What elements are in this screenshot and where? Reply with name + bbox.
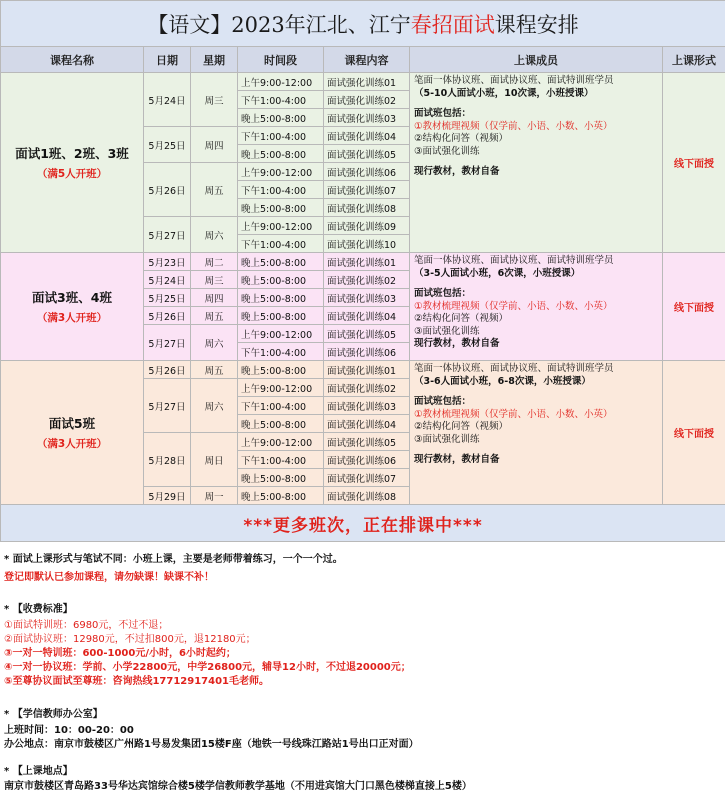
weekday-cell: 周四 bbox=[191, 289, 238, 307]
weekday-cell: 周四 bbox=[191, 127, 238, 163]
course-content-cell: 面试强化训练07 bbox=[324, 181, 410, 199]
members-cell bbox=[410, 361, 663, 505]
weekday-cell: 周二 bbox=[191, 253, 238, 271]
time-slot-cell: 晚上5:00-8:00 bbox=[238, 307, 324, 325]
includes-item-2: ②结构化问答（视频） bbox=[414, 313, 509, 324]
time-slot-cell: 下午1:00-4:00 bbox=[238, 181, 324, 199]
venue-address: 南京市鼓楼区青岛路33号华达宾馆综合楼5楼学信教师教学基地（不用进宾馆大门口黑色楼梯直接上5楼） bbox=[4, 781, 472, 792]
weekday-cell: 周三 bbox=[191, 73, 238, 127]
fee-item-1: ①面试特训班：6980元，不过不退； bbox=[4, 620, 169, 631]
time-slot-cell: 晚上5:00-8:00 bbox=[238, 469, 324, 487]
page-title bbox=[1, 1, 725, 47]
time-slot-cell: 晚上5:00-8:00 bbox=[238, 271, 324, 289]
course-content-cell: 面试强化训练05 bbox=[324, 325, 410, 343]
title-highlight: 春招面试 bbox=[410, 12, 495, 37]
course-content-cell: 面试强化训练02 bbox=[324, 271, 410, 289]
includes-item-3: ③面试强化训练 bbox=[414, 433, 480, 445]
members-cell bbox=[410, 253, 663, 361]
class-name-cell bbox=[1, 361, 144, 505]
course-content-cell: 面试强化训练01 bbox=[324, 253, 410, 271]
time-slot-cell: 上午9:00-12:00 bbox=[238, 379, 324, 397]
spacer bbox=[414, 100, 658, 108]
office-section-title: * 【学信教师办公室】 bbox=[4, 709, 103, 720]
more-classes-row bbox=[1, 505, 725, 542]
spacer bbox=[414, 280, 658, 288]
includes-label: 面试班包括： bbox=[414, 108, 472, 119]
class-name: 面试5班 bbox=[48, 416, 96, 431]
col-header-time: 时间段 bbox=[238, 47, 324, 73]
schedule-row bbox=[1, 73, 725, 91]
fee-item-5: ⑤至尊协议面试至尊班：咨询热线17712917401毛老师。 bbox=[4, 676, 270, 687]
includes-item-1: ①教材梳理视频（仅学前、小语、小数、小英） bbox=[414, 120, 613, 132]
col-header-course: 课程名称 bbox=[1, 47, 144, 73]
time-slot-cell: 晚上5:00-8:00 bbox=[238, 289, 324, 307]
fee-section-title: * 【收费标准】 bbox=[4, 604, 73, 615]
textbook-note: 现行教材，教材自备 bbox=[414, 338, 500, 349]
fee-item-4: ④一对一协议班：学前、小学22800元，中学26800元，辅导12小时，不过退20000元； bbox=[4, 662, 411, 673]
course-content-cell: 面试强化训练07 bbox=[324, 469, 410, 487]
class-name-cell bbox=[1, 253, 144, 361]
time-slot-cell: 晚上5:00-8:00 bbox=[238, 145, 324, 163]
col-header-weekday: 星期 bbox=[191, 47, 238, 73]
includes-label: 面试班包括： bbox=[414, 396, 472, 407]
textbook-note: 现行教材，教材自备 bbox=[414, 166, 500, 177]
fee-item-2: ②面试协议班：12980元，不过扣800元，退12180元； bbox=[4, 634, 256, 645]
members-line-2: （3-6人面试小班，6-8次课，小班授课） bbox=[414, 375, 591, 387]
members-line-2: （5-10人面试小班，10次课，小班授课） bbox=[414, 87, 594, 99]
office-address: 办公地点：南京市鼓楼区广州路1号易发集团15楼F座（地铁一号线珠江路站1号出口正对面） bbox=[4, 739, 419, 750]
date-cell: 5月27日 bbox=[144, 379, 191, 433]
time-slot-cell: 晚上5:00-8:00 bbox=[238, 487, 324, 505]
course-content-cell: 面试强化训练05 bbox=[324, 433, 410, 451]
date-cell: 5月26日 bbox=[144, 361, 191, 379]
course-content-cell: 面试强化训练03 bbox=[324, 109, 410, 127]
weekday-cell: 周六 bbox=[191, 325, 238, 361]
includes-item-3: ③面试强化训练 bbox=[414, 325, 480, 337]
course-content-cell: 面试强化训练08 bbox=[324, 199, 410, 217]
class-capacity: （满3人开班） bbox=[36, 438, 108, 450]
date-cell: 5月27日 bbox=[144, 217, 191, 253]
spacer bbox=[414, 158, 658, 166]
time-slot-cell: 下午1:00-4:00 bbox=[238, 235, 324, 253]
includes-item-2: ②结构化问答（视频） bbox=[414, 133, 509, 144]
class-form-cell: 线下面授 bbox=[663, 73, 725, 253]
course-content-cell: 面试强化训练09 bbox=[324, 217, 410, 235]
title-prefix: 【语文】2023年江北、江宁 bbox=[147, 12, 411, 37]
course-content-cell: 面试强化训练02 bbox=[324, 379, 410, 397]
time-slot-cell: 上午9:00-12:00 bbox=[238, 163, 324, 181]
date-cell: 5月26日 bbox=[144, 307, 191, 325]
header-row bbox=[1, 47, 725, 73]
course-content-cell: 面试强化训练04 bbox=[324, 307, 410, 325]
fee-item-3: ③一对一特训班：600-1000元/小时，6小时起约； bbox=[4, 648, 236, 659]
textbook-note: 现行教材，教材自备 bbox=[414, 454, 500, 465]
course-content-cell: 面试强化训练06 bbox=[324, 343, 410, 361]
date-cell: 5月28日 bbox=[144, 433, 191, 487]
time-slot-cell: 上午9:00-12:00 bbox=[238, 325, 324, 343]
date-cell: 5月24日 bbox=[144, 73, 191, 127]
weekday-cell: 周五 bbox=[191, 163, 238, 217]
class-capacity: （满3人开班） bbox=[36, 312, 108, 324]
class-capacity: （满5人开班） bbox=[36, 168, 108, 180]
weekday-cell: 周一 bbox=[191, 487, 238, 505]
time-slot-cell: 上午9:00-12:00 bbox=[238, 217, 324, 235]
weekday-cell: 周日 bbox=[191, 433, 238, 487]
class-form-cell: 线下面授 bbox=[663, 361, 725, 505]
class-form-cell: 线下面授 bbox=[663, 253, 725, 361]
notes-section bbox=[0, 543, 725, 800]
includes-item-3: ③面试强化训练 bbox=[414, 145, 480, 157]
members-line-1: 笔面一体协议班、面试协议班、面试特训班学员 bbox=[414, 363, 614, 374]
date-cell: 5月26日 bbox=[144, 163, 191, 217]
members-cell bbox=[410, 73, 663, 253]
course-content-cell: 面试强化训练06 bbox=[324, 451, 410, 469]
class-name-cell bbox=[1, 73, 144, 253]
col-header-date: 日期 bbox=[144, 47, 191, 73]
time-slot-cell: 下午1:00-4:00 bbox=[238, 127, 324, 145]
date-cell: 5月23日 bbox=[144, 253, 191, 271]
members-line-2: （3-5人面试小班，6次课，小班授课） bbox=[414, 267, 581, 279]
course-content-cell: 面试强化训练03 bbox=[324, 289, 410, 307]
weekday-cell: 周三 bbox=[191, 271, 238, 289]
time-slot-cell: 上午9:00-12:00 bbox=[238, 73, 324, 91]
course-content-cell: 面试强化训练06 bbox=[324, 163, 410, 181]
spacer bbox=[414, 446, 658, 454]
note-class-format: * 面试上课形式与笔试不同：小班上课，主要是老师带着练习，一个一个过。 bbox=[4, 554, 343, 565]
title-suffix: 课程安排 bbox=[494, 12, 579, 37]
time-slot-cell: 下午1:00-4:00 bbox=[238, 343, 324, 361]
weekday-cell: 周六 bbox=[191, 217, 238, 253]
includes-item-1: ①教材梳理视频（仅学前、小语、小数、小英） bbox=[414, 300, 613, 312]
time-slot-cell: 晚上5:00-8:00 bbox=[238, 109, 324, 127]
time-slot-cell: 晚上5:00-8:00 bbox=[238, 253, 324, 271]
course-content-cell: 面试强化训练10 bbox=[324, 235, 410, 253]
weekday-cell: 周六 bbox=[191, 379, 238, 433]
note-attendance-warning: 登记即默认已参加课程，请勿缺课！缺课不补！ bbox=[4, 572, 214, 583]
time-slot-cell: 下午1:00-4:00 bbox=[238, 91, 324, 109]
time-slot-cell: 下午1:00-4:00 bbox=[238, 451, 324, 469]
weekday-cell: 周五 bbox=[191, 307, 238, 325]
time-slot-cell: 下午1:00-4:00 bbox=[238, 397, 324, 415]
members-line-1: 笔面一体协议班、面试协议班、面试特训班学员 bbox=[414, 255, 614, 266]
schedule-row bbox=[1, 361, 725, 379]
time-slot-cell: 晚上5:00-8:00 bbox=[238, 199, 324, 217]
course-content-cell: 面试强化训练01 bbox=[324, 361, 410, 379]
includes-label: 面试班包括： bbox=[414, 288, 472, 299]
col-header-members: 上课成员 bbox=[410, 47, 663, 73]
class-name: 面试1班、2班、3班 bbox=[15, 146, 129, 161]
time-slot-cell: 上午9:00-12:00 bbox=[238, 433, 324, 451]
date-cell: 5月24日 bbox=[144, 271, 191, 289]
venue-section-title: * 【上课地点】 bbox=[4, 766, 73, 777]
course-content-cell: 面试强化训练01 bbox=[324, 73, 410, 91]
date-cell: 5月25日 bbox=[144, 289, 191, 307]
time-slot-cell: 晚上5:00-8:00 bbox=[238, 361, 324, 379]
date-cell: 5月25日 bbox=[144, 127, 191, 163]
course-content-cell: 面试强化训练02 bbox=[324, 91, 410, 109]
course-content-cell: 面试强化训练04 bbox=[324, 127, 410, 145]
course-content-cell: 面试强化训练04 bbox=[324, 415, 410, 433]
course-content-cell: 面试强化训练08 bbox=[324, 487, 410, 505]
includes-item-1: ①教材梳理视频（仅学前、小语、小数、小英） bbox=[414, 408, 613, 420]
course-content-cell: 面试强化训练03 bbox=[324, 397, 410, 415]
time-slot-cell: 晚上5:00-8:00 bbox=[238, 415, 324, 433]
schedule-row bbox=[1, 253, 725, 271]
course-content-cell: 面试强化训练05 bbox=[324, 145, 410, 163]
date-cell: 5月27日 bbox=[144, 325, 191, 361]
members-line-1: 笔面一体协议班、面试协议班、面试特训班学员 bbox=[414, 75, 614, 86]
col-header-content: 课程内容 bbox=[324, 47, 410, 73]
weekday-cell: 周五 bbox=[191, 361, 238, 379]
class-name: 面试3班、4班 bbox=[32, 290, 112, 305]
office-hours: 上班时间：10：00-20：00 bbox=[4, 725, 134, 736]
more-classes-banner: ***更多班次，正在排课中*** bbox=[1, 505, 725, 542]
spacer bbox=[414, 388, 658, 396]
date-cell: 5月29日 bbox=[144, 487, 191, 505]
col-header-form: 上课形式 bbox=[663, 47, 725, 73]
includes-item-2: ②结构化问答（视频） bbox=[414, 421, 509, 432]
